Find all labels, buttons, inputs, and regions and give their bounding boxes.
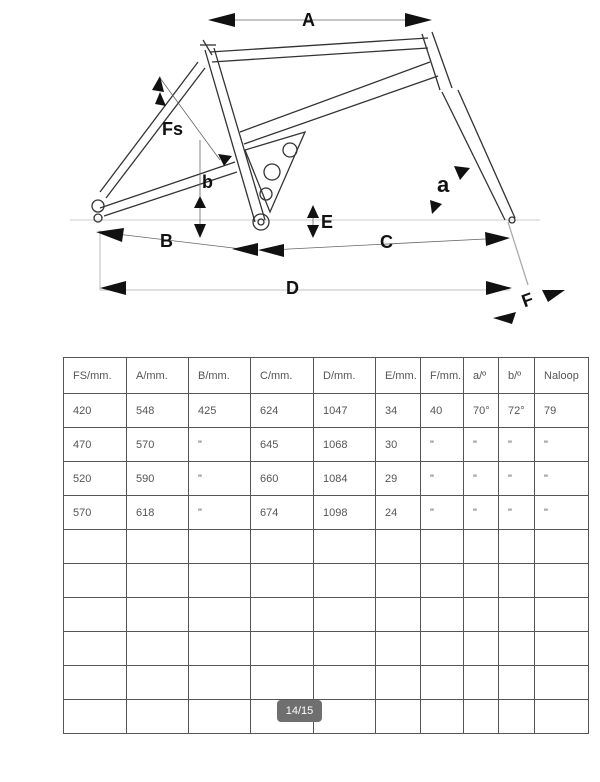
table-cell: " [535, 462, 589, 496]
table-cell [64, 700, 127, 734]
table-cell [251, 530, 314, 564]
table-cell: 645 [251, 428, 314, 462]
table-cell: 425 [189, 394, 251, 428]
table-cell [421, 530, 464, 564]
table-row [64, 564, 589, 598]
table-cell: 1068 [314, 428, 376, 462]
table-cell [127, 632, 189, 666]
table-header-cell: B/mm. [189, 358, 251, 394]
table-header-cell: D/mm. [314, 358, 376, 394]
table-cell [314, 598, 376, 632]
table-cell [464, 632, 499, 666]
table-cell: 72° [499, 394, 535, 428]
table-cell [499, 598, 535, 632]
table-cell: " [499, 462, 535, 496]
table-cell: 520 [64, 462, 127, 496]
table-row [64, 530, 589, 564]
table-cell: " [535, 428, 589, 462]
table-cell [464, 564, 499, 598]
table-row [64, 394, 589, 428]
table-cell: 590 [127, 462, 189, 496]
table-cell [535, 564, 589, 598]
table-row [64, 462, 589, 496]
table-cell [464, 530, 499, 564]
table-cell: 30 [376, 428, 421, 462]
table-header-cell: C/mm. [251, 358, 314, 394]
table-cell [499, 530, 535, 564]
table-row [64, 700, 589, 734]
table-body [64, 394, 589, 734]
table-cell [535, 530, 589, 564]
table-cell [464, 666, 499, 700]
table-cell [189, 530, 251, 564]
table-cell [535, 666, 589, 700]
table-cell [535, 598, 589, 632]
table-header-cell: E/mm. [376, 358, 421, 394]
dimension-label-A: A [302, 10, 315, 30]
table-cell [376, 700, 421, 734]
table-cell [251, 564, 314, 598]
table-cell [314, 564, 376, 598]
table-cell: " [464, 496, 499, 530]
table-cell: 618 [127, 496, 189, 530]
table-cell [251, 632, 314, 666]
dimension-label-a: a [437, 172, 450, 197]
table-cell: " [189, 428, 251, 462]
table-cell [189, 632, 251, 666]
table-cell [464, 700, 499, 734]
table-cell [127, 598, 189, 632]
table-header-cell: b/º [499, 358, 535, 394]
table-cell: " [189, 462, 251, 496]
table-cell [251, 598, 314, 632]
table-cell [64, 530, 127, 564]
table-cell: 660 [251, 462, 314, 496]
table-cell: " [499, 428, 535, 462]
dimension-label-F: F [518, 288, 537, 312]
table-cell: 548 [127, 394, 189, 428]
table-header-cell: A/mm. [127, 358, 189, 394]
dimension-label-Fs: Fs [162, 119, 184, 139]
table-cell: 420 [64, 394, 127, 428]
table-cell [535, 632, 589, 666]
table-header-cell: Naloop [535, 358, 589, 394]
table-cell: 1047 [314, 394, 376, 428]
table-cell: 24 [376, 496, 421, 530]
table-cell [314, 666, 376, 700]
table-row [64, 598, 589, 632]
dimension-label-E: E [321, 212, 334, 232]
table-row [64, 632, 589, 666]
table-cell: 79 [535, 394, 589, 428]
table-row [64, 496, 589, 530]
table-cell [251, 666, 314, 700]
table-cell [127, 666, 189, 700]
table-cell [189, 700, 251, 734]
table-cell [376, 632, 421, 666]
table-cell [314, 700, 376, 734]
table-cell [421, 632, 464, 666]
table-cell [314, 632, 376, 666]
table-cell [464, 598, 499, 632]
table-cell [499, 700, 535, 734]
table-cell [64, 666, 127, 700]
table-cell [421, 564, 464, 598]
table-cell [64, 632, 127, 666]
table-cell [376, 666, 421, 700]
table-cell: " [499, 496, 535, 530]
table-cell [499, 632, 535, 666]
table-cell: 1098 [314, 496, 376, 530]
table-cell: " [464, 462, 499, 496]
table-row [64, 666, 589, 700]
table-cell [499, 666, 535, 700]
table-cell: 624 [251, 394, 314, 428]
table-cell: " [535, 496, 589, 530]
table-header-cell: a/º [464, 358, 499, 394]
dimension-label-b: b [202, 172, 213, 192]
table-cell: 674 [251, 496, 314, 530]
table-cell [421, 700, 464, 734]
table-row [64, 428, 589, 462]
table-cell: " [189, 496, 251, 530]
dimension-label-D: D [286, 278, 299, 298]
table-cell [499, 564, 535, 598]
table-cell [376, 598, 421, 632]
table-cell: 70° [464, 394, 499, 428]
page-indicator: 14/15 [277, 700, 322, 722]
table-cell [189, 666, 251, 700]
table-header-cell: F/mm. [421, 358, 464, 394]
table-cell: 570 [64, 496, 127, 530]
table-cell: 29 [376, 462, 421, 496]
table-cell [127, 700, 189, 734]
dimension-label-C: C [380, 232, 393, 252]
table-cell: " [464, 428, 499, 462]
table-cell [127, 530, 189, 564]
table-cell: " [421, 428, 464, 462]
frame-size-table [63, 357, 589, 734]
table-cell: " [421, 496, 464, 530]
table-cell: 570 [127, 428, 189, 462]
table-cell: 1084 [314, 462, 376, 496]
table-cell [376, 564, 421, 598]
frame-geometry-drawing [0, 0, 600, 340]
table-cell: 470 [64, 428, 127, 462]
table-cell: " [421, 462, 464, 496]
table-cell [314, 530, 376, 564]
table-cell [189, 598, 251, 632]
table-cell: 40 [421, 394, 464, 428]
table-cell [127, 564, 189, 598]
table-cell [421, 666, 464, 700]
table-header-row [64, 358, 589, 394]
table-cell [64, 598, 127, 632]
table-cell [376, 530, 421, 564]
table-cell [189, 564, 251, 598]
table-cell: 34 [376, 394, 421, 428]
table-cell [64, 564, 127, 598]
table-cell [421, 598, 464, 632]
dimension-label-B: B [160, 231, 173, 251]
table-cell [535, 700, 589, 734]
table-header-cell: FS/mm. [64, 358, 127, 394]
bike-frame-diagram [0, 0, 600, 340]
